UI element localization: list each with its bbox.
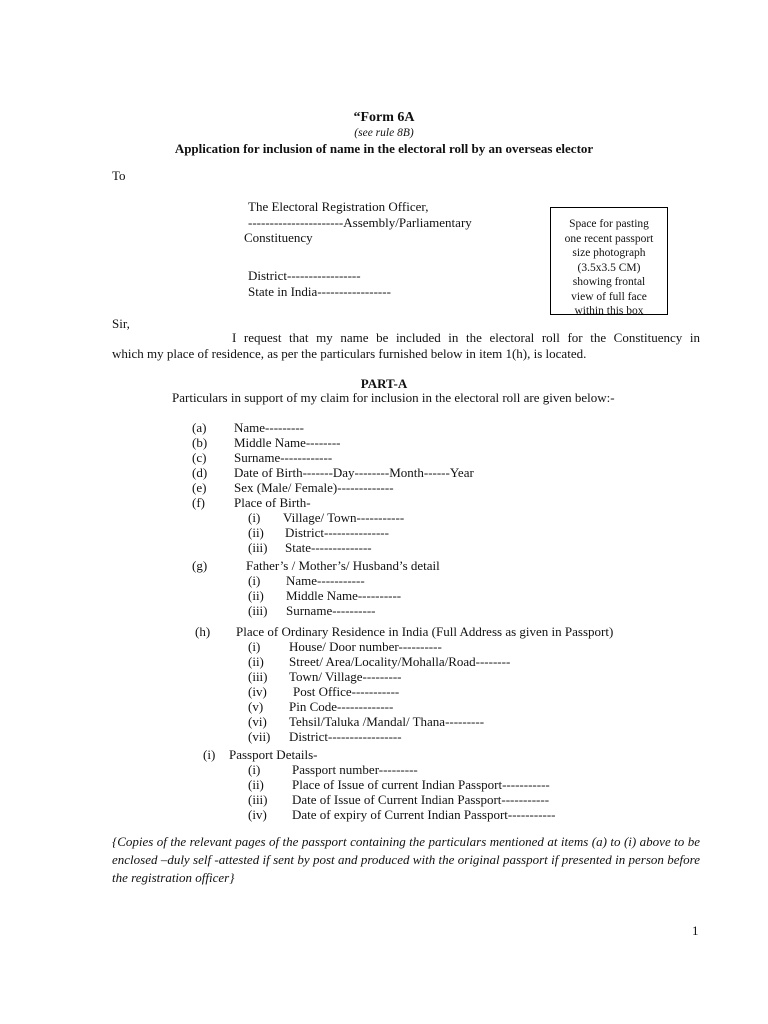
subitem-label: (iii) xyxy=(248,669,268,684)
assembly-line: ----------------------Assembly/Parliamentary xyxy=(248,215,472,230)
photo-box-line: within this box xyxy=(574,305,644,317)
item-place-of-birth: Place of Birth- xyxy=(234,495,311,510)
photo-box-line: size photograph xyxy=(572,247,646,259)
subitem-label: (iv) xyxy=(248,807,267,822)
page-number: 1 xyxy=(692,923,699,938)
residence-post-office: Post Office----------- xyxy=(293,684,400,699)
subitem-label: (vi) xyxy=(248,714,267,729)
subitem-label: (i) xyxy=(248,573,261,588)
item-label: (i) xyxy=(203,747,216,762)
birth-district: District--------------- xyxy=(285,525,389,540)
part-a-title: PART-A xyxy=(360,376,408,391)
item-label: (e) xyxy=(192,480,207,495)
subitem-label: (iii) xyxy=(248,792,268,807)
request-line-1: I request that my name be included in the electoral roll for the Constituency in xyxy=(232,330,700,345)
item-name: Name--------- xyxy=(234,420,305,435)
subitem-label: (i) xyxy=(248,510,261,525)
enclosure-note: {Copies of the relevant pages of the passport containing the particulars mentioned at items (a) to (i) above to be enclosed –duly self -attested if sent by post and produced with the original passport if presented in person before the registration officer} xyxy=(112,834,700,885)
application-title: Application for inclusion of name in the electoral roll by an overseas elector xyxy=(174,141,594,156)
residence-tehsil: Tehsil/Taluka /Mandal/ Thana--------- xyxy=(289,714,485,729)
parent-surname: Surname---------- xyxy=(286,603,376,618)
constituency-line: Constituency xyxy=(244,230,313,245)
subitem-label: (iii) xyxy=(248,603,268,618)
item-label: (d) xyxy=(192,465,208,480)
residence-street: Street/ Area/Locality/Mohalla/Road-------- xyxy=(289,654,511,669)
item-surname: Surname------------ xyxy=(234,450,333,465)
parent-middle-name: Middle Name---------- xyxy=(286,588,402,603)
subitem-label: (ii) xyxy=(248,588,264,603)
parent-name: Name----------- xyxy=(286,573,365,588)
salutation: Sir, xyxy=(112,316,130,331)
photo-box-line: (3.5x3.5 CM) xyxy=(577,261,641,274)
subitem-label: (ii) xyxy=(248,777,264,792)
photo-box xyxy=(550,207,668,315)
residence-district: District----------------- xyxy=(289,729,402,744)
item-label: (c) xyxy=(192,450,207,465)
passport-place-of-issue: Place of Issue of current Indian Passport----------- xyxy=(292,777,550,792)
photo-box-line: view of full face xyxy=(571,290,647,303)
item-residence: Place of Ordinary Residence in India (Full Address as given in Passport) xyxy=(236,624,614,639)
passport-date-of-expiry: Date of expiry of Current Indian Passport----------- xyxy=(292,807,556,822)
to-label: To xyxy=(112,168,126,183)
item-middle-name: Middle Name-------- xyxy=(234,435,341,450)
rule-reference: (see rule 8B) xyxy=(354,127,414,139)
item-passport-details: Passport Details- xyxy=(229,747,318,762)
subitem-label: (iii) xyxy=(248,540,268,555)
item-date-of-birth: Date of Birth-------Day--------Month------Year xyxy=(234,465,474,480)
passport-number: Passport number--------- xyxy=(292,762,418,777)
subitem-label: (v) xyxy=(248,699,264,714)
photo-box-line: Space for pasting xyxy=(569,218,649,230)
birth-village-town: Village/ Town----------- xyxy=(283,510,405,525)
photo-box-line: showing frontal xyxy=(572,276,646,288)
item-label: (h) xyxy=(195,624,211,639)
subitem-label: (i) xyxy=(248,639,261,654)
item-parent-detail: Father’s / Mother’s/ Husband’s detail xyxy=(246,558,440,573)
officer-line: The Electoral Registration Officer, xyxy=(248,199,429,214)
subitem-label: (iv) xyxy=(248,684,267,699)
birth-state: State-------------- xyxy=(285,540,372,555)
residence-town-village: Town/ Village--------- xyxy=(289,669,402,684)
residence-pin-code: Pin Code------------- xyxy=(289,699,394,714)
photo-box-line: one recent passport xyxy=(564,232,654,245)
item-label: (b) xyxy=(192,435,208,450)
subitem-label: (vii) xyxy=(248,729,271,744)
subitem-label: (ii) xyxy=(248,654,264,669)
item-sex: Sex (Male/ Female)------------- xyxy=(234,480,394,495)
item-label: (a) xyxy=(192,420,207,435)
passport-date-of-issue: Date of Issue of Current Indian Passport----------- xyxy=(292,792,550,807)
form-title: “Form 6A xyxy=(353,110,415,125)
request-line-2: which my place of residence, as per the particulars furnished below in item 1(h), is located. xyxy=(112,346,587,361)
item-label: (f) xyxy=(192,495,205,510)
item-label: (g) xyxy=(192,558,208,573)
subitem-label: (ii) xyxy=(248,525,264,540)
subitem-label: (i) xyxy=(248,762,261,777)
residence-house-number: House/ Door number---------- xyxy=(289,639,442,654)
state-line: State in India----------------- xyxy=(248,284,391,299)
part-a-intro: Particulars in support of my claim for inclusion in the electoral roll are given below:- xyxy=(172,390,615,405)
district-line: District----------------- xyxy=(248,268,361,283)
